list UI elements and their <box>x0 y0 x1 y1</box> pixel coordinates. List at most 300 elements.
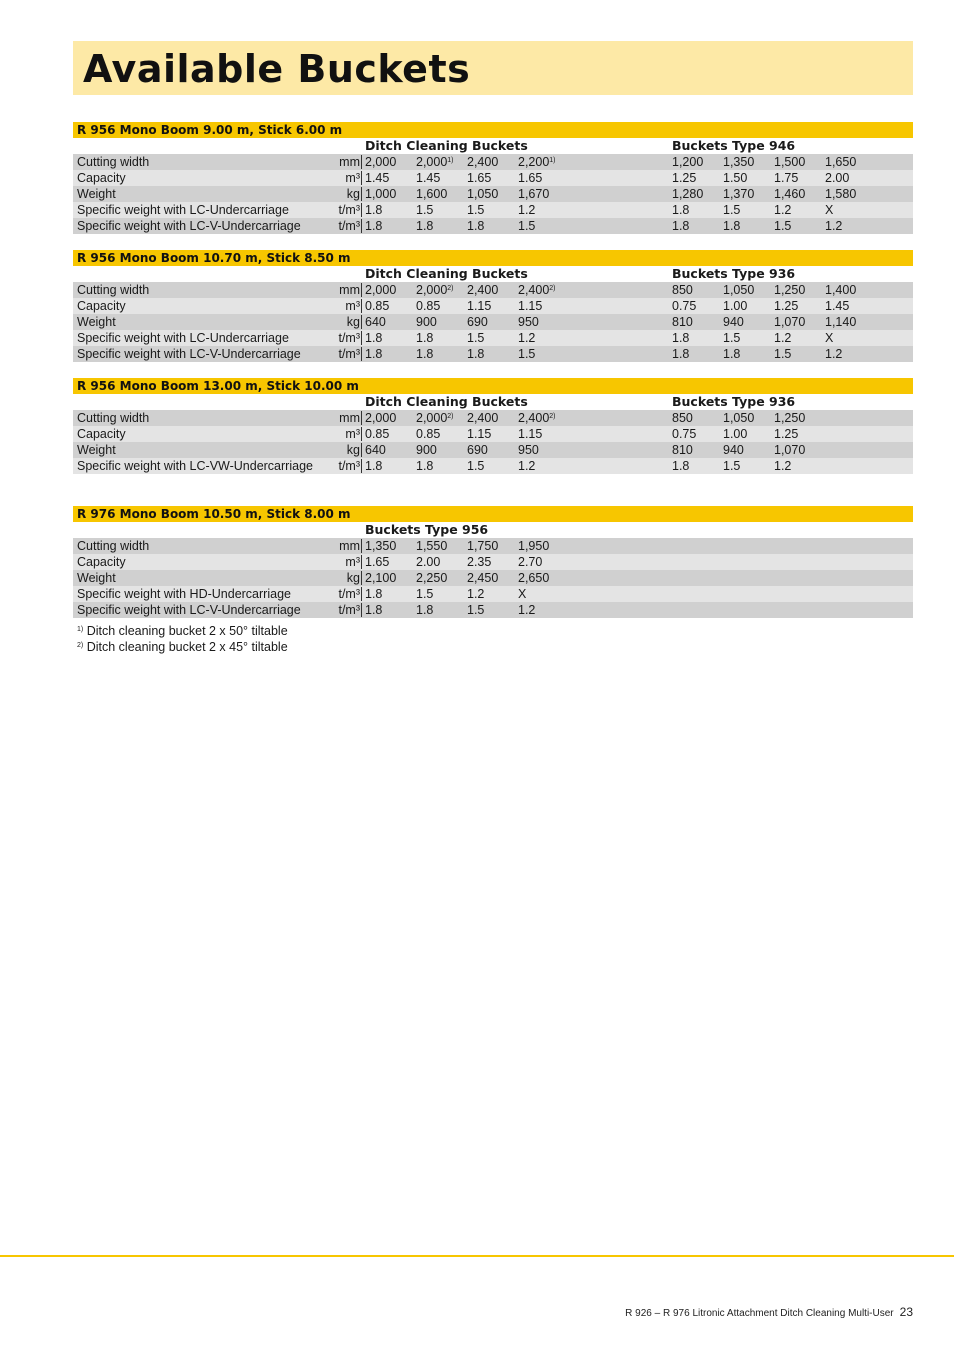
group-header: Ditch Cleaning Buckets <box>365 266 528 281</box>
cell-value: 1,200 <box>672 155 704 169</box>
cell-value: X <box>825 331 834 345</box>
cell-value <box>467 410 498 426</box>
table-row <box>73 282 913 298</box>
table-row <box>73 186 913 202</box>
cell-text: 0.85 <box>365 299 390 313</box>
cell-text: 1.5 <box>416 587 434 601</box>
footnote-text: Ditch cleaning bucket 2 x 45° tiltable <box>86 640 288 654</box>
cell-value <box>467 218 484 234</box>
table-row <box>73 586 913 602</box>
cell-value <box>416 170 440 186</box>
cell-value: 810 <box>672 315 693 329</box>
cell-text: 1.8 <box>365 203 383 217</box>
cell-value: 1.2 <box>774 459 792 473</box>
group-header: Buckets Type 946 <box>672 138 796 153</box>
cell-value: 940 <box>723 443 744 457</box>
column-separator <box>361 219 362 233</box>
row-label: Cutting width <box>77 411 150 425</box>
cell-value: 1.5 <box>774 347 792 361</box>
cell-value <box>518 426 542 442</box>
group-header: Buckets Type 936 <box>672 394 796 409</box>
cell-value: 1,400 <box>825 283 857 297</box>
cell-value <box>416 426 440 442</box>
footnote-mark: 2) <box>549 413 556 420</box>
column-separator <box>361 347 362 361</box>
cell-text: 1.2 <box>518 203 536 217</box>
table-row <box>73 458 913 474</box>
cell-text: 950 <box>518 443 539 457</box>
page-number: 23 <box>899 1305 913 1319</box>
cell-text: 1.8 <box>416 331 434 345</box>
row-unit: m³ <box>345 427 360 441</box>
table-row <box>73 170 913 186</box>
row-label: Weight <box>77 571 116 585</box>
cell-value: 1.8 <box>672 219 690 233</box>
group-header: Buckets Type 956 <box>365 522 489 537</box>
cell-text: 1,550 <box>416 539 448 553</box>
cell-value: 1,350 <box>723 155 755 169</box>
footnote-mark: 1) <box>77 626 84 633</box>
cell-value <box>518 170 542 186</box>
footnote-mark: 1) <box>447 157 454 164</box>
cell-value <box>365 426 389 442</box>
cell-text: X <box>518 587 527 601</box>
cell-text: 1.5 <box>467 331 485 345</box>
cell-value: 1,050 <box>723 283 755 297</box>
cell-value: 850 <box>672 283 693 297</box>
cell-value: 1.2 <box>825 219 843 233</box>
cell-text: 1,750 <box>467 539 499 553</box>
cell-value: 1.00 <box>723 427 748 441</box>
cell-value: 1.5 <box>723 203 741 217</box>
row-unit: m³ <box>345 171 360 185</box>
table-row <box>73 570 913 586</box>
cell-text: 640 <box>365 315 386 329</box>
cell-text: 1.2 <box>518 331 536 345</box>
cell-value <box>518 346 535 362</box>
footnote-mark: 2) <box>447 285 454 292</box>
cell-text: 900 <box>416 315 437 329</box>
cell-value: 1.8 <box>723 219 741 233</box>
cell-text: 2,400 <box>518 283 550 297</box>
cell-value <box>518 186 549 202</box>
cell-value: 1.75 <box>774 171 799 185</box>
cell-value <box>467 442 488 458</box>
table-title: R 956 Mono Boom 9.00 m, Stick 6.00 m <box>73 122 913 138</box>
cell-value: 1.25 <box>774 299 799 313</box>
cell-value: 1,370 <box>723 187 755 201</box>
cell-text: 950 <box>518 315 539 329</box>
row-unit: m³ <box>345 555 360 569</box>
column-separator <box>361 299 362 313</box>
cell-value <box>416 314 437 330</box>
cell-text: 2.35 <box>467 555 492 569</box>
cell-text: 1.8 <box>365 587 383 601</box>
cell-value <box>365 186 396 202</box>
spec-table <box>73 506 913 618</box>
column-separator <box>361 155 362 169</box>
cell-text: 2,650 <box>518 571 550 585</box>
row-label: Weight <box>77 443 116 457</box>
cell-value <box>365 346 382 362</box>
table-row <box>73 298 913 314</box>
column-separator <box>361 411 362 425</box>
cell-value <box>416 298 440 314</box>
row-unit: t/m³ <box>338 331 360 345</box>
cell-value: 1.50 <box>723 171 748 185</box>
table-row <box>73 602 913 618</box>
cell-value <box>365 314 386 330</box>
cell-text: 0.85 <box>365 427 390 441</box>
cell-value: 1.5 <box>723 331 741 345</box>
table-title: R 976 Mono Boom 10.50 m, Stick 8.00 m <box>73 506 913 522</box>
cell-value <box>467 330 484 346</box>
cell-text: 690 <box>467 443 488 457</box>
row-label: Cutting width <box>77 155 150 169</box>
cell-value: 1,050 <box>723 411 755 425</box>
cell-value: 850 <box>672 411 693 425</box>
cell-value <box>467 282 498 298</box>
cell-text: 1.5 <box>467 603 485 617</box>
table-row <box>73 538 913 554</box>
cell-value <box>518 570 549 586</box>
cell-value <box>365 586 382 602</box>
cell-text: 2,100 <box>365 571 397 585</box>
footer-text: R 926 – R 976 Litronic Attachment Ditch Cleaning Multi-User <box>625 1308 894 1319</box>
cell-value: 1,070 <box>774 443 806 457</box>
cell-text: 1,350 <box>365 539 397 553</box>
cell-text: 0.85 <box>416 427 441 441</box>
cell-text: 1.8 <box>416 603 434 617</box>
cell-text: 1.8 <box>365 603 383 617</box>
cell-text: 1.65 <box>518 171 543 185</box>
cell-value <box>467 314 488 330</box>
cell-value <box>416 570 447 586</box>
cell-value <box>365 410 396 426</box>
column-separator <box>361 443 362 457</box>
spec-table <box>73 122 913 234</box>
row-label: Specific weight with LC-Undercarriage <box>77 203 289 217</box>
cell-value: 1,650 <box>825 155 857 169</box>
row-unit: t/m³ <box>338 459 360 473</box>
cell-value <box>416 602 433 618</box>
table-row <box>73 330 913 346</box>
column-separator <box>361 331 362 345</box>
cell-value <box>518 442 539 458</box>
cell-value <box>518 330 535 346</box>
cell-text: 1.8 <box>365 459 383 473</box>
row-unit: t/m³ <box>338 203 360 217</box>
cell-text: 1.45 <box>416 171 441 185</box>
row-unit: kg <box>346 187 360 201</box>
cell-value <box>467 154 498 170</box>
table-row <box>73 314 913 330</box>
cell-value: 1.2 <box>825 347 843 361</box>
cell-text: 1,050 <box>467 187 499 201</box>
bucket-tables <box>73 122 913 634</box>
cell-value <box>416 554 440 570</box>
cell-text: 0.85 <box>416 299 441 313</box>
column-separator <box>361 171 362 185</box>
row-unit: kg <box>346 315 360 329</box>
cell-value <box>467 570 498 586</box>
cell-value: 1.5 <box>774 219 792 233</box>
group-header-row <box>73 522 913 538</box>
footer-rule <box>0 1255 954 1257</box>
row-label: Weight <box>77 315 116 329</box>
cell-value <box>518 410 556 426</box>
cell-text: 1.15 <box>467 427 492 441</box>
row-label: Specific weight with LC-V-Undercarriage <box>77 219 301 233</box>
cell-value <box>365 154 396 170</box>
cell-text: 2,250 <box>416 571 448 585</box>
cell-value: 1,280 <box>672 187 704 201</box>
cell-text: 1.5 <box>467 459 485 473</box>
column-separator <box>361 203 362 217</box>
column-separator <box>361 187 362 201</box>
cell-text: 2,000 <box>365 283 397 297</box>
cell-value <box>365 602 382 618</box>
cell-text: 1.15 <box>518 299 543 313</box>
cell-text: 1.2 <box>467 587 485 601</box>
cell-text: 2,400 <box>467 283 499 297</box>
cell-text: 1.8 <box>416 347 434 361</box>
cell-text: 1.8 <box>365 331 383 345</box>
row-label: Cutting width <box>77 539 150 553</box>
cell-value <box>365 538 396 554</box>
row-label: Specific weight with LC-V-Undercarriage <box>77 603 301 617</box>
column-separator <box>361 459 362 473</box>
cell-text: 1.15 <box>467 299 492 313</box>
footnote <box>77 623 288 639</box>
cell-text: 640 <box>365 443 386 457</box>
cell-text: 1.5 <box>416 203 434 217</box>
cell-text: 2,000 <box>365 411 397 425</box>
table-row <box>73 410 913 426</box>
cell-text: 2,400 <box>518 411 550 425</box>
cell-text: 1.5 <box>518 347 536 361</box>
table-title: R 956 Mono Boom 10.70 m, Stick 8.50 m <box>73 250 913 266</box>
group-header-row <box>73 138 913 154</box>
cell-value: 1.00 <box>723 299 748 313</box>
cell-value: 1,500 <box>774 155 806 169</box>
row-unit: mm <box>339 411 360 425</box>
cell-value <box>416 442 437 458</box>
spec-table <box>73 250 913 362</box>
cell-value <box>416 538 447 554</box>
footnote <box>77 639 288 655</box>
footnote-mark: 2) <box>77 642 84 649</box>
cell-value: 1.8 <box>672 203 690 217</box>
title-band <box>73 41 913 95</box>
table-row <box>73 154 913 170</box>
group-header-row <box>73 266 913 282</box>
cell-value <box>416 186 447 202</box>
cell-value <box>416 282 454 298</box>
cell-text: 2,000 <box>416 411 448 425</box>
cell-value <box>467 170 491 186</box>
cell-value <box>518 554 542 570</box>
cell-value <box>365 554 389 570</box>
cell-text: 1.8 <box>467 347 485 361</box>
cell-value <box>416 458 433 474</box>
footnote-mark: 2) <box>447 413 454 420</box>
table-row <box>73 426 913 442</box>
cell-value <box>416 410 454 426</box>
cell-value <box>518 154 556 170</box>
cell-value <box>518 538 549 554</box>
cell-value <box>416 202 433 218</box>
cell-value <box>365 298 389 314</box>
cell-value <box>467 538 498 554</box>
row-label: Capacity <box>77 171 126 185</box>
cell-value <box>518 218 535 234</box>
row-label: Capacity <box>77 555 126 569</box>
cell-value: 1,250 <box>774 411 806 425</box>
cell-text: 1.65 <box>467 171 492 185</box>
group-header-row <box>73 394 913 410</box>
cell-value: 810 <box>672 443 693 457</box>
table-row <box>73 346 913 362</box>
row-unit: mm <box>339 283 360 297</box>
cell-value <box>518 586 526 602</box>
cell-value: 1.8 <box>672 331 690 345</box>
cell-text: 2,400 <box>467 411 499 425</box>
column-separator <box>361 283 362 297</box>
cell-text: 1.8 <box>365 219 383 233</box>
cell-value <box>518 298 542 314</box>
cell-text: 1.5 <box>467 203 485 217</box>
cell-text: 1.2 <box>518 459 536 473</box>
cell-value: 0.75 <box>672 427 697 441</box>
column-separator <box>361 555 362 569</box>
row-unit: mm <box>339 155 360 169</box>
cell-value <box>467 602 484 618</box>
row-label: Specific weight with HD-Undercarriage <box>77 587 291 601</box>
cell-value: 1.25 <box>672 171 697 185</box>
cell-value <box>416 154 454 170</box>
spec-table <box>73 378 913 474</box>
cell-text: 1,600 <box>416 187 448 201</box>
column-separator <box>361 539 362 553</box>
cell-value: 1,140 <box>825 315 857 329</box>
row-label: Specific weight with LC-VW-Undercarriage <box>77 459 313 473</box>
cell-value <box>518 314 539 330</box>
cell-value: 1,580 <box>825 187 857 201</box>
cell-value <box>416 330 433 346</box>
cell-text: 1.8 <box>467 219 485 233</box>
cell-value: 1.8 <box>672 459 690 473</box>
cell-value <box>467 586 484 602</box>
row-unit: t/m³ <box>338 603 360 617</box>
cell-value <box>365 442 386 458</box>
cell-value <box>365 458 382 474</box>
cell-text: 2.70 <box>518 555 543 569</box>
cell-text: 1.45 <box>365 171 390 185</box>
cell-value <box>467 298 491 314</box>
cell-value: 1,250 <box>774 283 806 297</box>
column-separator <box>361 603 362 617</box>
row-unit: t/m³ <box>338 347 360 361</box>
cell-value <box>416 218 433 234</box>
cell-text: 2,200 <box>518 155 550 169</box>
cell-text: 1.8 <box>416 459 434 473</box>
row-label: Cutting width <box>77 283 150 297</box>
row-unit: t/m³ <box>338 219 360 233</box>
cell-value: 1.25 <box>774 427 799 441</box>
footnotes <box>77 623 288 655</box>
cell-value: 1.5 <box>723 459 741 473</box>
table-row <box>73 202 913 218</box>
table-row <box>73 218 913 234</box>
cell-value <box>416 346 433 362</box>
cell-text: 2,000 <box>416 283 448 297</box>
cell-text: 2.00 <box>416 555 441 569</box>
table-title: R 956 Mono Boom 13.00 m, Stick 10.00 m <box>73 378 913 394</box>
cell-value <box>467 202 484 218</box>
footnote-mark: 1) <box>549 157 556 164</box>
row-unit: mm <box>339 539 360 553</box>
cell-text: 1,670 <box>518 187 550 201</box>
page-title: Available Buckets <box>83 47 471 91</box>
cell-value <box>416 586 433 602</box>
row-unit: kg <box>346 443 360 457</box>
row-label: Specific weight with LC-Undercarriage <box>77 331 289 345</box>
row-label: Capacity <box>77 427 126 441</box>
cell-value: 940 <box>723 315 744 329</box>
row-unit: m³ <box>345 299 360 313</box>
cell-text: 2,450 <box>467 571 499 585</box>
cell-text: 1.2 <box>518 603 536 617</box>
cell-value: 1.45 <box>825 299 850 313</box>
cell-value: 1.8 <box>723 347 741 361</box>
cell-value: 1.2 <box>774 331 792 345</box>
cell-value <box>467 346 484 362</box>
cell-value: 2.00 <box>825 171 850 185</box>
cell-value <box>467 458 484 474</box>
cell-value <box>365 282 396 298</box>
cell-value <box>365 218 382 234</box>
cell-text: 2,000 <box>365 155 397 169</box>
group-header: Ditch Cleaning Buckets <box>365 138 528 153</box>
row-label: Capacity <box>77 299 126 313</box>
footnote-mark: 2) <box>549 285 556 292</box>
cell-text: 2,400 <box>467 155 499 169</box>
cell-text: 900 <box>416 443 437 457</box>
footnote-text: Ditch cleaning bucket 2 x 50° tiltable <box>86 624 288 638</box>
cell-value <box>365 170 389 186</box>
table-row <box>73 554 913 570</box>
column-separator <box>361 315 362 329</box>
cell-text: 1.8 <box>365 347 383 361</box>
cell-value <box>518 202 535 218</box>
cell-value: X <box>825 203 834 217</box>
cell-value: 1,070 <box>774 315 806 329</box>
row-label: Weight <box>77 187 116 201</box>
cell-text: 1.8 <box>416 219 434 233</box>
column-separator <box>361 571 362 585</box>
cell-text: 1.65 <box>365 555 390 569</box>
cell-value <box>365 330 382 346</box>
group-header: Ditch Cleaning Buckets <box>365 394 528 409</box>
row-unit: t/m³ <box>338 587 360 601</box>
cell-text: 1,000 <box>365 187 397 201</box>
cell-value <box>467 554 491 570</box>
cell-value: 1.8 <box>672 347 690 361</box>
cell-value: 1,460 <box>774 187 806 201</box>
cell-value <box>467 426 491 442</box>
table-row <box>73 442 913 458</box>
